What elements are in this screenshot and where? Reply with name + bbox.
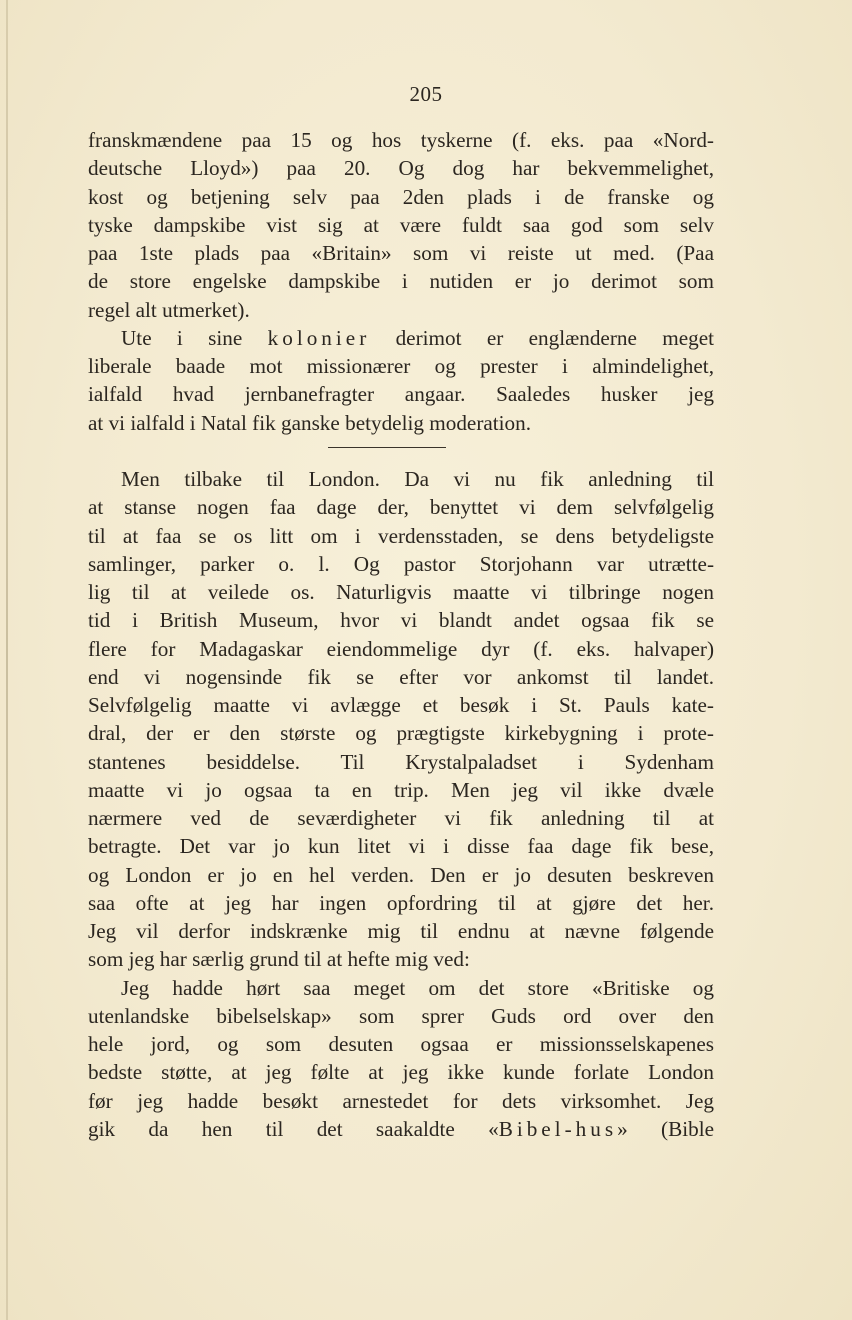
text-line: saa ofte at jeg har ingen opfordring til at gjøre det her. [88, 890, 714, 915]
text-line: kost og betjening selv paa 2den plads i de franske og [88, 184, 714, 209]
text-line: hele jord, og som desuten ogsaa er missionsselskapenes [88, 1032, 714, 1056]
text-fragment: Ute i sine [121, 325, 268, 350]
text-line [88, 324, 714, 352]
text-fragment: derimot er englænderne meget [370, 325, 714, 350]
text-line: som jeg har særlig grund til at hefte mig ved: [88, 947, 470, 972]
text-line: stantenes besiddelse. Til Krystalpaladset i Sydenham [88, 749, 714, 774]
text-line: liberale baade mot missionærer og prester i almindelighet, [88, 354, 714, 378]
text-line [88, 1115, 714, 1143]
text-line: paa 1ste plads paa «Britain» som vi reiste ut med. (Paa [88, 241, 714, 265]
section-divider [88, 437, 714, 465]
text-line: betragte. Det var jo kun litet vi i disse faa dage fik bese, [88, 834, 714, 859]
text-line: maatte vi jo ogsaa ta en trip. Men jeg vil ikke dvæle [88, 777, 714, 802]
text-line: tid i British Museum, hvor vi blandt andet ogsaa fik se [88, 608, 714, 633]
text-line: end vi nogensinde fik se efter vor ankomst til landet. [88, 664, 714, 689]
text-line: til at faa se os litt om i verdensstaden, se dens betydeligste [88, 523, 714, 548]
text-line: Jeg vil derfor indskrænke mig til endnu at nævne følgende [88, 919, 714, 943]
divider-rule [328, 447, 446, 448]
page-number: 205 [409, 82, 443, 106]
text-line: franskmændene paa 15 og hos tyskerne (f. eks. paa «Nord- [88, 128, 714, 152]
emphasized-word: Bibel-hus [498, 1116, 618, 1141]
text-line: at stanse nogen faa dage der, benyttet vi dem selvfølgelig [88, 495, 714, 520]
text-line: og London er jo en hel verden. Den er jo desuten beskreven [88, 862, 714, 887]
text-line: flere for Madagaskar eiendommelige dyr (f. eks. halvaper) [88, 636, 714, 661]
text-line: Men tilbake til London. Da vi nu fik anledning til [121, 467, 714, 491]
text-line: Jeg hadde hørt saa meget om det store «Britiske og [121, 975, 714, 1000]
page-edge [6, 0, 8, 1320]
text-line: utenlandske bibelselskap» som sprer Guds ord over den [88, 1003, 714, 1028]
text-line: ialfald hvad jernbanefragter angaar. Saaledes husker jeg [88, 382, 714, 407]
text-line: samlinger, parker o. l. Og pastor Storjohann var utrætte- [88, 551, 714, 576]
text-line: lig til at veilede os. Naturligvis maatte vi tilbringe nogen [88, 580, 714, 604]
text-line: tyske dampskibe vist sig at være fuldt saa god som selv [88, 212, 714, 237]
text-line: Selvfølgelig maatte vi avlægge et besøk i St. Pauls kate- [88, 693, 714, 717]
body-text [88, 126, 714, 1143]
text-line: nærmere ved de seværdigheter vi fik anledning til at [88, 806, 714, 830]
emphasized-word: kolonier [267, 325, 371, 350]
text-line: regel alt utmerket). [88, 297, 250, 322]
text-line: deutsche Lloyd») paa 20. Og dog har bekvemmelighet, [88, 156, 714, 181]
text-line: de store engelske dampskibe i nutiden er jo derimot som [88, 269, 714, 294]
text-line: bedste støtte, at jeg følte at jeg ikke kunde forlate London [88, 1060, 714, 1085]
text-fragment: » (Bible [617, 1116, 714, 1141]
text-line: før jeg hadde besøkt arnestedet for dets virksomhet. Jeg [88, 1088, 714, 1113]
text-fragment: gik da hen til det saakaldte « [88, 1116, 499, 1141]
text-line: at vi ialfald i Natal fik ganske betydelig moderation. [88, 410, 532, 435]
text-line: dral, der er den største og prægtigste kirkebygning i prote- [88, 721, 714, 746]
